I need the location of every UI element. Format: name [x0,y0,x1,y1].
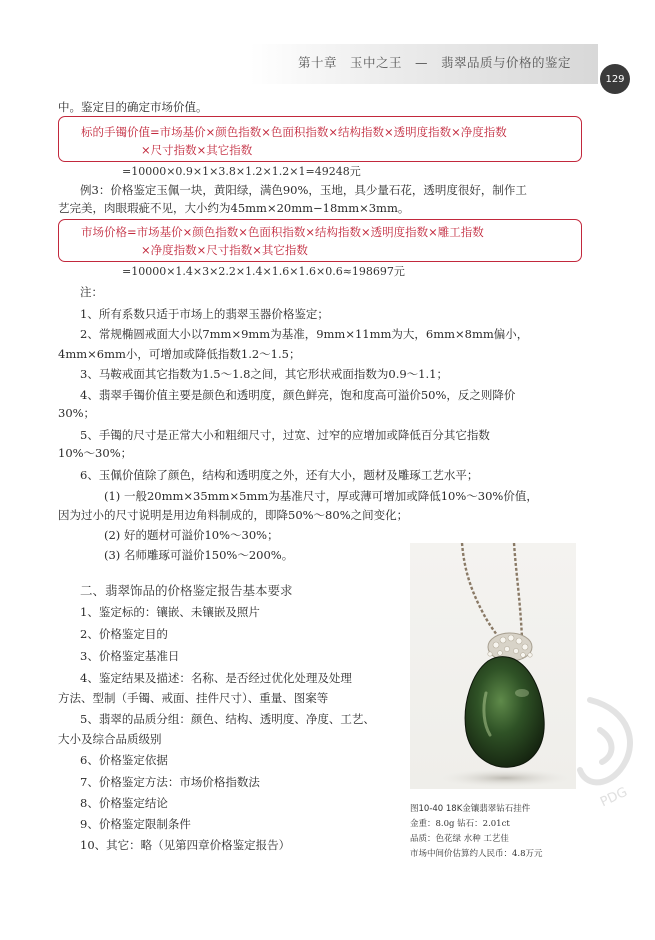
note-line: (2) 好的题材可溢价10%～30%； [104,528,279,542]
intro-line: 中。鉴定目的确定市场价值。 [58,100,208,114]
report-item: 6、价格鉴定依据 [80,753,168,767]
jade-pendant-photo [410,543,576,789]
notes-label: 注： [80,285,103,299]
watermark [560,690,655,820]
figure-caption-line: 市场中间价估算约人民币：4.8万元 [410,849,543,859]
formula2-line2: ×净度指数×尺寸指数×其它指数 [141,243,308,257]
figure-caption-line: 品质：色花绿 水种 工艺佳 [410,834,509,844]
calc-result-1: =10000×0.9×1×3.8×1.2×1.2×1=49248元 [122,165,361,178]
note-line: (3) 名师雕琢可溢价150%～200%。 [104,548,294,562]
note-line: 4、翡翠手镯价值主要是颜色和透明度，颜色鲜亮，饱和度高可溢价50%，反之则降价 [80,388,516,402]
note-line: 2、常规椭圆戒面大小以7mm×9mm为基准，9mm×11mm为大，6mm×8mm偏小， [80,327,529,341]
report-item: 方法、型制（手镯、戒面、挂件尺寸）、重量、图案等 [58,691,329,705]
note-line: (1) 一般20mm×35mm×5mm为基准尺寸，厚或薄可增加或降低10%～30%价值， [104,489,538,503]
calc-result-2: =10000×1.4×3×2.2×1.4×1.6×1.6×0.6≈198697元 [122,265,405,278]
report-item: 大小及综合品质级别 [58,732,162,746]
note-line: 1、所有系数只适于市场上的翡翠玉器价格鉴定； [80,307,329,321]
formula1-line1: 标的手镯价值=市场基价×颜色指数×色面积指数×结构指数×透明度指数×净度指数 [81,125,507,139]
note-line: 30%； [58,406,96,420]
note-line: 6、玉佩价值除了颜色，结构和透明度之外，还有大小，题材及雕琢工艺水平； [80,468,479,482]
example3-line1: 例3：价格鉴定玉佩一块，黄阳绿，满色90%，玉地，具少量石花，透明度很好，制作工 [80,183,527,197]
report-item: 8、价格鉴定结论 [80,796,168,810]
report-item: 2、价格鉴定目的 [80,627,168,641]
section-heading: 二、翡翠饰品的价格鉴定报告基本要求 [80,583,293,598]
note-line: 5、手镯的尺寸是正常大小和粗细尺寸，过宽、过窄的应增加或降低百分其它指数 [80,428,490,442]
figure-caption-title: 图10-40 18K金镶翡翠钻石挂件 [410,804,531,814]
page-number: 129 [600,64,630,94]
report-item: 4、鉴定结果及描述：名称、是否经过优化处理及处理 [80,671,352,685]
note-line: 因为过小的尺寸说明是用边角料制成的，即降50%～80%之间变化； [58,508,409,522]
formula-box-2 [58,219,582,262]
formula2-line1: 市场价格=市场基价×颜色指数×色面积指数×结构指数×透明度指数×雕工指数 [81,225,484,239]
note-line: 4mm×6mm小，可增加或降低指数1.2～1.5； [58,347,301,361]
formula-box-1 [58,116,582,162]
report-item: 1、鉴定标的：镶嵌、未镶嵌及照片 [80,605,260,619]
report-item: 7、价格鉴定方法：市场价格指数法 [80,775,260,789]
report-item: 5、翡翠的品质分组：颜色、结构、透明度、净度、工艺、 [80,712,375,726]
pendant-illustration [410,543,576,789]
watermark-text: PDG [598,784,630,811]
note-line: 10%～30%； [58,446,133,460]
note-line: 3、马鞍戒面其它指数为1.5～1.8之间，其它形状戒面指数为0.9～1.1； [80,367,448,381]
report-item: 3、价格鉴定基准日 [80,649,180,663]
formula1-line2: ×尺寸指数×其它指数 [141,143,253,157]
running-title: 第十章 玉中之王 — 翡翠品质与价格的鉴定 [298,55,572,70]
report-item: 9、价格鉴定限制条件 [80,817,191,831]
figure-caption-line: 金重：8.0g 钻石：2.01ct [410,819,510,829]
example3-line2: 艺完美，肉眼瑕疵不见，大小约为45mm×20mm−18mm×3mm。 [58,201,410,215]
report-item: 10、其它：略（见第四章价格鉴定报告） [80,838,291,852]
